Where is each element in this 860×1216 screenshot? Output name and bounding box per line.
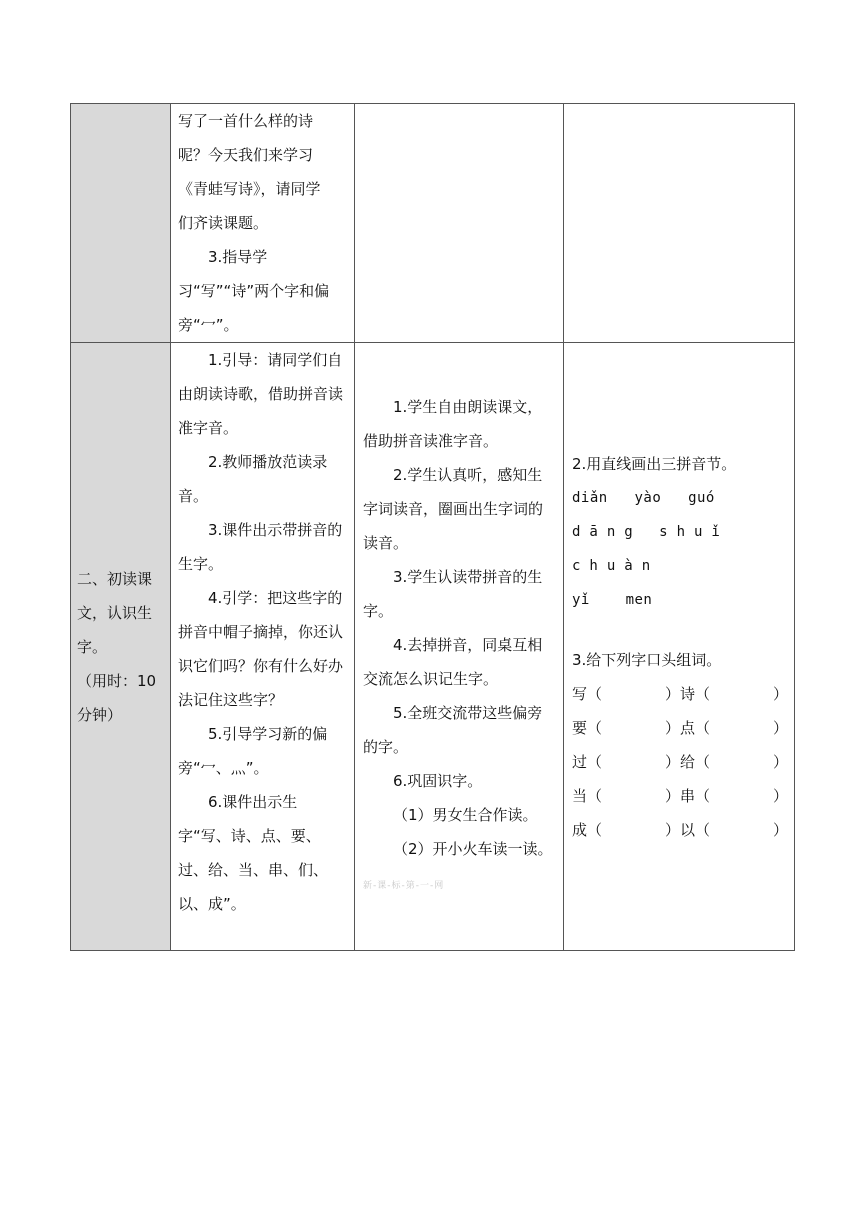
student-subitem-text: （2）开小火车读一读。 <box>393 840 553 858</box>
fill-left: 成（ <box>572 820 603 839</box>
teacher-activity-cell <box>171 104 355 343</box>
student-item: 3.学生认读带拼音的生字。 <box>363 568 543 620</box>
student-subitem <box>363 832 556 903</box>
teacher-item: 6.课件出示生字“写、诗、点、要、过、给、当、串、们、以、成”。 <box>178 793 329 913</box>
word-fill-row <box>572 711 788 745</box>
student-item: 5.全班交流带这些偏旁的字。 <box>363 704 543 756</box>
teacher-text-line: 们齐读课题。 <box>178 214 269 232</box>
phase-cell <box>71 343 171 951</box>
word-fill-row <box>572 779 788 813</box>
student-item: 2.学生认真听，感知生字词读音，圈画出生字词的读音。 <box>363 466 544 552</box>
exercise-title: 3.给下列字口头组词。 <box>572 650 722 669</box>
fill-left: 当（ <box>572 786 603 805</box>
teacher-item: 5.引导学习新的偏旁“冖、灬”。 <box>178 725 328 777</box>
fill-right: ） <box>772 820 788 839</box>
watermark-text: 新-课-标-第-一-网 <box>363 881 445 891</box>
teacher-item: 3.指导学习“写”“诗”两个字和偏旁“冖”。 <box>178 248 330 334</box>
exercise-cell <box>564 343 795 951</box>
teacher-text-line: 呢？今天我们来学习 <box>178 146 314 164</box>
pinyin-line: diǎn yào guó <box>572 489 715 506</box>
word-fill-row <box>572 745 788 779</box>
student-activity-cell <box>355 104 564 343</box>
student-subitem: （1）男女生合作读。 <box>393 806 538 824</box>
student-item: 1.学生自由朗读课文，借助拼音读准字音。 <box>363 398 543 450</box>
table-row <box>71 104 795 343</box>
teacher-item: 3.课件出示带拼音的生字。 <box>178 521 343 573</box>
fill-mid: ）给（ <box>664 752 710 771</box>
fill-mid: ）串（ <box>664 786 710 805</box>
fill-right: ） <box>772 752 788 771</box>
lesson-plan-table <box>70 103 795 951</box>
fill-left: 写（ <box>572 684 603 703</box>
phase-time: （用时：10分钟） <box>77 671 157 724</box>
spacer <box>572 617 788 643</box>
student-item: 4.去掉拼音，同桌互相交流怎么识记生字。 <box>363 636 543 688</box>
teacher-item: 4.引学：把这些字的拼音中帽子摘掉，你还认识它们吗？你有什么好办法记住这些字？ <box>178 589 344 709</box>
exercise-cell <box>564 104 795 343</box>
table-row <box>71 343 795 951</box>
pinyin-line: dāng shuǐ chuàn <box>572 523 729 574</box>
pinyin-line: yǐ men <box>572 591 653 608</box>
exercise-title: 2.用直线画出三拼音节。 <box>572 454 737 473</box>
fill-left: 要（ <box>572 718 603 737</box>
teacher-item: 2.教师播放范读录音。 <box>178 453 328 505</box>
phase-cell-empty <box>71 104 171 343</box>
fill-right: ） <box>772 718 788 737</box>
fill-mid: ）以（ <box>664 820 710 839</box>
student-item: 6.巩固识字。 <box>393 772 483 790</box>
word-fill-row <box>572 813 788 847</box>
fill-right: ） <box>772 684 788 703</box>
fill-left: 过（ <box>572 752 603 771</box>
fill-right: ） <box>772 786 788 805</box>
teacher-item: 1.引导：请同学们自由朗读诗歌，借助拼音读准字音。 <box>178 351 344 437</box>
phase-title: 二、初读课文，认识生字。 <box>77 569 153 656</box>
fill-mid: ）点（ <box>664 718 710 737</box>
teacher-text-line: 写了一首什么样的诗 <box>178 112 314 130</box>
teacher-text-line: 《青蛙写诗》，请同学 <box>178 180 321 198</box>
word-fill-row <box>572 677 788 711</box>
student-activity-cell <box>355 343 564 951</box>
teacher-activity-cell <box>171 343 355 951</box>
fill-mid: ）诗（ <box>664 684 710 703</box>
